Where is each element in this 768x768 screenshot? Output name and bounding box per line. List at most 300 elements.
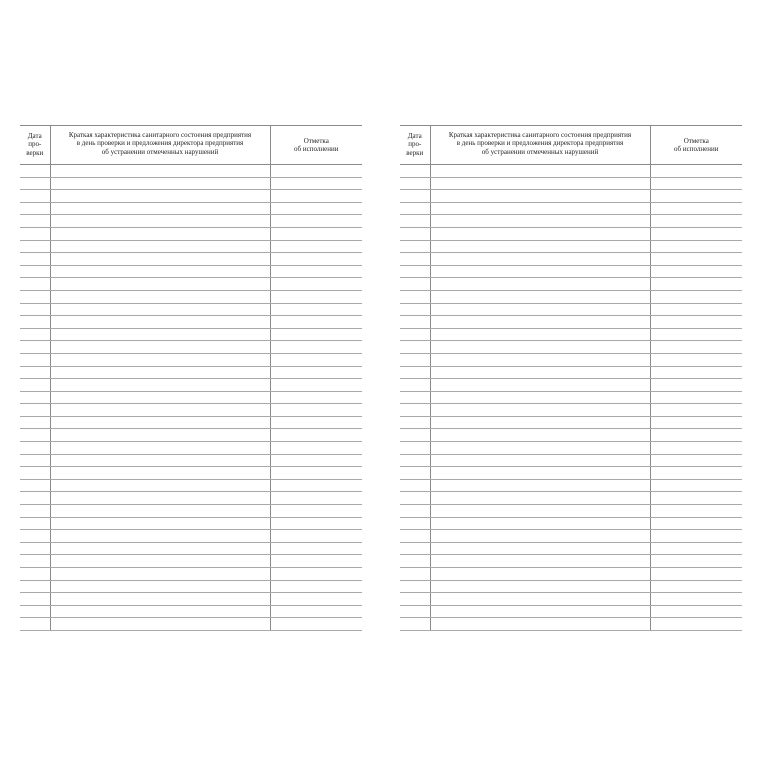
table-row [400, 190, 742, 203]
cell-date [20, 379, 50, 392]
table-row [20, 227, 362, 240]
table-row [20, 202, 362, 215]
cell-date [400, 341, 430, 354]
cell-description [50, 618, 270, 631]
table-row [400, 454, 742, 467]
cell-description [50, 177, 270, 190]
table-body [20, 165, 362, 631]
cell-completion-mark [650, 467, 742, 480]
column-header-date: Дата про- верки [400, 126, 430, 165]
cell-description [430, 265, 650, 278]
cell-date [20, 353, 50, 366]
cell-date [400, 618, 430, 631]
table-row [400, 429, 742, 442]
table-row [20, 467, 362, 480]
table-row [400, 290, 742, 303]
table-row [400, 568, 742, 581]
cell-date [20, 328, 50, 341]
table-row [20, 177, 362, 190]
cell-date [400, 517, 430, 530]
cell-date [20, 227, 50, 240]
cell-date [20, 265, 50, 278]
cell-completion-mark [270, 605, 362, 618]
table-row [20, 568, 362, 581]
cell-description [430, 429, 650, 442]
cell-completion-mark [270, 530, 362, 543]
cell-date [400, 328, 430, 341]
table-row [400, 278, 742, 291]
cell-completion-mark [650, 618, 742, 631]
column-header-description: Краткая характеристика санитарного состоения предприятия в день проверки и предложения директора предприятия об устранении отмеченных нарушений [430, 126, 650, 165]
table-row [400, 165, 742, 178]
cell-date [20, 177, 50, 190]
table-row [400, 316, 742, 329]
cell-description [430, 278, 650, 291]
cell-completion-mark [650, 454, 742, 467]
table-row [20, 353, 362, 366]
cell-description [430, 505, 650, 518]
cell-completion-mark [650, 190, 742, 203]
cell-description [50, 278, 270, 291]
cell-completion-mark [650, 353, 742, 366]
cell-date [400, 442, 430, 455]
cell-description [430, 618, 650, 631]
cell-completion-mark [650, 568, 742, 581]
cell-completion-mark [650, 593, 742, 606]
cell-completion-mark [650, 429, 742, 442]
cell-date [400, 568, 430, 581]
cell-completion-mark [270, 404, 362, 417]
cell-description [430, 404, 650, 417]
cell-completion-mark [650, 366, 742, 379]
cell-date [400, 290, 430, 303]
cell-completion-mark [270, 454, 362, 467]
cell-date [20, 303, 50, 316]
cell-date [20, 467, 50, 480]
cell-description [50, 265, 270, 278]
sanitary-log-table-right [400, 125, 742, 631]
cell-description [430, 492, 650, 505]
cell-date [20, 253, 50, 266]
cell-description [430, 593, 650, 606]
table-row [400, 341, 742, 354]
table-row [400, 492, 742, 505]
cell-completion-mark [650, 165, 742, 178]
table-row [400, 177, 742, 190]
table-row [20, 416, 362, 429]
table-row [400, 530, 742, 543]
cell-description [430, 328, 650, 341]
table-row [400, 303, 742, 316]
cell-date [400, 190, 430, 203]
table-row [400, 227, 742, 240]
cell-date [400, 404, 430, 417]
cell-description [430, 454, 650, 467]
table-row [20, 429, 362, 442]
cell-completion-mark [650, 379, 742, 392]
table-row [20, 328, 362, 341]
cell-description [430, 177, 650, 190]
cell-description [50, 328, 270, 341]
cell-date [400, 366, 430, 379]
cell-date [400, 492, 430, 505]
cell-completion-mark [270, 391, 362, 404]
cell-date [400, 227, 430, 240]
table-row [20, 278, 362, 291]
cell-description [50, 568, 270, 581]
table-row [400, 605, 742, 618]
cell-date [20, 341, 50, 354]
cell-description [430, 341, 650, 354]
cell-description [430, 253, 650, 266]
table-header-row [400, 126, 742, 165]
cell-description [430, 479, 650, 492]
cell-completion-mark [270, 328, 362, 341]
cell-completion-mark [270, 202, 362, 215]
table-row [20, 366, 362, 379]
table-row [20, 580, 362, 593]
cell-date [400, 165, 430, 178]
table-row [20, 253, 362, 266]
cell-completion-mark [270, 290, 362, 303]
cell-date [20, 618, 50, 631]
cell-description [430, 316, 650, 329]
cell-date [20, 404, 50, 417]
cell-date [20, 505, 50, 518]
cell-completion-mark [650, 605, 742, 618]
cell-date [400, 278, 430, 291]
cell-completion-mark [270, 190, 362, 203]
journal-page-right [400, 125, 742, 632]
cell-description [50, 190, 270, 203]
cell-date [20, 202, 50, 215]
table-row [20, 505, 362, 518]
column-header-completion-mark: Отметка об исполнении [650, 126, 742, 165]
cell-completion-mark [270, 165, 362, 178]
cell-date [20, 278, 50, 291]
table-row [400, 379, 742, 392]
cell-description [430, 379, 650, 392]
cell-date [20, 542, 50, 555]
table-row [20, 165, 362, 178]
table-row [20, 605, 362, 618]
cell-completion-mark [650, 290, 742, 303]
cell-description [430, 190, 650, 203]
cell-completion-mark [270, 580, 362, 593]
cell-description [50, 391, 270, 404]
table-row [400, 467, 742, 480]
cell-date [20, 492, 50, 505]
cell-date [20, 593, 50, 606]
cell-date [20, 391, 50, 404]
cell-completion-mark [270, 505, 362, 518]
cell-completion-mark [650, 202, 742, 215]
cell-date [400, 416, 430, 429]
cell-date [20, 240, 50, 253]
cell-completion-mark [650, 240, 742, 253]
table-row [20, 190, 362, 203]
cell-date [20, 568, 50, 581]
cell-date [400, 215, 430, 228]
table-row [400, 391, 742, 404]
cell-completion-mark [650, 265, 742, 278]
table-row [20, 379, 362, 392]
cell-description [430, 605, 650, 618]
column-header-date: Дата про- верки [20, 126, 50, 165]
cell-date [20, 290, 50, 303]
table-row [400, 265, 742, 278]
cell-completion-mark [270, 618, 362, 631]
table-row [20, 303, 362, 316]
table-row [400, 353, 742, 366]
cell-description [430, 416, 650, 429]
cell-completion-mark [650, 555, 742, 568]
cell-date [400, 454, 430, 467]
cell-completion-mark [270, 227, 362, 240]
table-row [20, 215, 362, 228]
cell-description [50, 479, 270, 492]
cell-description [50, 165, 270, 178]
cell-completion-mark [650, 404, 742, 417]
cell-date [20, 165, 50, 178]
cell-completion-mark [650, 517, 742, 530]
cell-completion-mark [270, 353, 362, 366]
cell-description [50, 316, 270, 329]
cell-completion-mark [650, 303, 742, 316]
cell-description [430, 290, 650, 303]
cell-date [20, 454, 50, 467]
cell-completion-mark [650, 505, 742, 518]
cell-date [20, 215, 50, 228]
cell-completion-mark [650, 227, 742, 240]
table-row [20, 240, 362, 253]
cell-completion-mark [270, 215, 362, 228]
cell-date [20, 530, 50, 543]
cell-description [430, 555, 650, 568]
cell-date [400, 240, 430, 253]
table-row [20, 290, 362, 303]
cell-date [400, 379, 430, 392]
table-row [20, 341, 362, 354]
table-row [20, 404, 362, 417]
cell-description [50, 605, 270, 618]
table-row [400, 202, 742, 215]
cell-date [20, 605, 50, 618]
cell-description [50, 404, 270, 417]
table-row [400, 479, 742, 492]
cell-date [20, 416, 50, 429]
cell-date [400, 505, 430, 518]
cell-completion-mark [650, 278, 742, 291]
cell-date [400, 316, 430, 329]
cell-description [50, 353, 270, 366]
cell-completion-mark [650, 328, 742, 341]
cell-completion-mark [650, 530, 742, 543]
cell-description [430, 467, 650, 480]
table-row [20, 316, 362, 329]
sanitary-log-table-left [20, 125, 362, 631]
table-row [400, 240, 742, 253]
table-row [20, 454, 362, 467]
cell-description [50, 555, 270, 568]
cell-completion-mark [270, 479, 362, 492]
cell-date [400, 555, 430, 568]
column-header-description: Краткая характеристика санитарного состоения предприятия в день проверки и предложения директора предприятия об устранении отмеченных нарушений [50, 126, 270, 165]
cell-completion-mark [650, 580, 742, 593]
cell-description [50, 379, 270, 392]
cell-completion-mark [270, 542, 362, 555]
cell-completion-mark [270, 341, 362, 354]
table-row [400, 404, 742, 417]
cell-date [400, 265, 430, 278]
cell-date [20, 366, 50, 379]
cell-description [430, 517, 650, 530]
cell-description [430, 580, 650, 593]
cell-description [50, 467, 270, 480]
cell-completion-mark [270, 568, 362, 581]
cell-description [430, 227, 650, 240]
table-row [400, 328, 742, 341]
cell-date [400, 542, 430, 555]
table-row [20, 517, 362, 530]
cell-date [20, 190, 50, 203]
cell-description [50, 290, 270, 303]
cell-description [50, 442, 270, 455]
cell-description [50, 341, 270, 354]
cell-date [400, 353, 430, 366]
cell-completion-mark [270, 429, 362, 442]
cell-date [400, 202, 430, 215]
cell-date [20, 442, 50, 455]
cell-completion-mark [650, 316, 742, 329]
table-row [400, 542, 742, 555]
table-row [20, 391, 362, 404]
cell-completion-mark [270, 177, 362, 190]
cell-completion-mark [270, 593, 362, 606]
cell-date [400, 253, 430, 266]
table-row [20, 265, 362, 278]
cell-completion-mark [270, 442, 362, 455]
cell-description [430, 165, 650, 178]
cell-completion-mark [650, 177, 742, 190]
table-row [20, 542, 362, 555]
cell-completion-mark [270, 467, 362, 480]
cell-description [50, 492, 270, 505]
cell-completion-mark [270, 366, 362, 379]
table-body [400, 165, 742, 631]
cell-date [400, 177, 430, 190]
cell-date [20, 555, 50, 568]
table-row [400, 593, 742, 606]
cell-description [50, 202, 270, 215]
table-row [20, 442, 362, 455]
cell-description [50, 253, 270, 266]
cell-completion-mark [270, 517, 362, 530]
column-header-completion-mark: Отметка об исполнении [270, 126, 362, 165]
cell-completion-mark [270, 492, 362, 505]
cell-description [50, 593, 270, 606]
cell-date [400, 530, 430, 543]
cell-description [430, 568, 650, 581]
table-row [400, 442, 742, 455]
cell-description [50, 303, 270, 316]
table-row [20, 618, 362, 631]
cell-description [430, 530, 650, 543]
table-row [20, 479, 362, 492]
cell-date [20, 479, 50, 492]
cell-completion-mark [650, 416, 742, 429]
cell-description [50, 580, 270, 593]
cell-description [430, 303, 650, 316]
cell-date [400, 467, 430, 480]
cell-date [400, 479, 430, 492]
cell-description [50, 542, 270, 555]
cell-description [430, 442, 650, 455]
cell-date [20, 517, 50, 530]
table-row [400, 517, 742, 530]
cell-completion-mark [650, 253, 742, 266]
cell-description [430, 366, 650, 379]
table-row [400, 505, 742, 518]
table-row [400, 580, 742, 593]
table-row [20, 530, 362, 543]
cell-description [50, 366, 270, 379]
cell-completion-mark [650, 391, 742, 404]
cell-completion-mark [270, 555, 362, 568]
table-row [400, 253, 742, 266]
cell-completion-mark [650, 479, 742, 492]
cell-description [50, 416, 270, 429]
cell-date [400, 605, 430, 618]
cell-completion-mark [270, 253, 362, 266]
cell-completion-mark [270, 240, 362, 253]
cell-completion-mark [270, 278, 362, 291]
table-row [400, 618, 742, 631]
cell-description [430, 202, 650, 215]
cell-completion-mark [270, 379, 362, 392]
table-row [20, 492, 362, 505]
cell-date [400, 593, 430, 606]
cell-date [20, 316, 50, 329]
cell-date [400, 429, 430, 442]
cell-description [430, 215, 650, 228]
cell-completion-mark [270, 303, 362, 316]
table-row [20, 555, 362, 568]
cell-completion-mark [650, 341, 742, 354]
cell-description [430, 391, 650, 404]
cell-description [50, 240, 270, 253]
cell-date [20, 580, 50, 593]
cell-date [400, 303, 430, 316]
table-row [400, 215, 742, 228]
cell-description [430, 353, 650, 366]
cell-completion-mark [650, 542, 742, 555]
cell-description [50, 227, 270, 240]
table-row [20, 593, 362, 606]
cell-date [400, 580, 430, 593]
cell-description [50, 530, 270, 543]
table-row [400, 366, 742, 379]
cell-description [430, 542, 650, 555]
cell-completion-mark [270, 316, 362, 329]
journal-page-left [20, 125, 362, 632]
cell-completion-mark [270, 416, 362, 429]
cell-date [20, 429, 50, 442]
cell-description [50, 454, 270, 467]
table-row [400, 555, 742, 568]
cell-description [430, 240, 650, 253]
table-header-row [20, 126, 362, 165]
